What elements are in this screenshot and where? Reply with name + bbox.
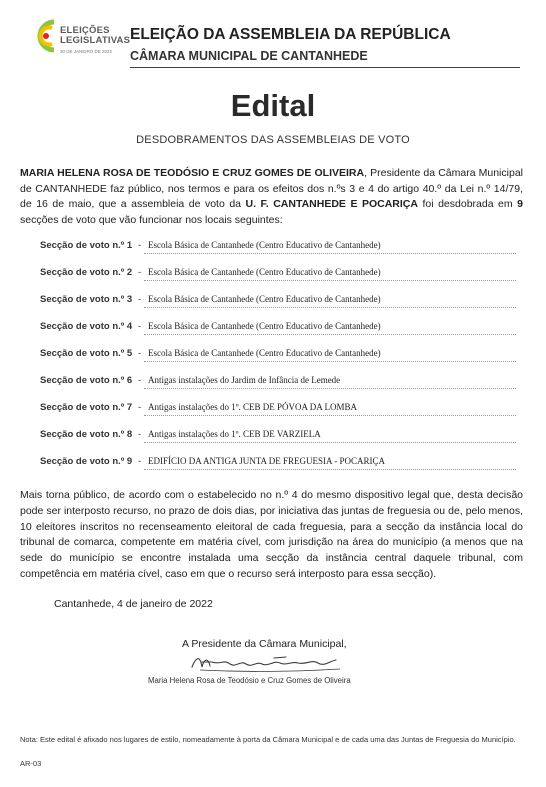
section-row-6	[40, 369, 520, 396]
section-row-4	[40, 315, 520, 342]
section-separator: -	[138, 240, 142, 251]
dotted-rule	[144, 361, 516, 362]
dotted-rule	[144, 334, 516, 335]
section-row-3	[40, 288, 520, 315]
voting-sections-list	[40, 234, 520, 477]
place-and-date: Cantanhede, 4 de janeiro de 2022	[54, 598, 213, 610]
section-separator: -	[138, 294, 142, 305]
intro-text-1: , Presidente da Câmara Municipal de CANTANHEDE faz público, nos termos e para os efeitos dos n.ºs 3 e 4 do artigo 40.º da Lei n.º 14/79, de 16 de maio, que a assembleia de voto da	[20, 167, 523, 211]
section-row-2	[40, 261, 520, 288]
signatory-name: Maria Helena Rosa de Teodósio e Cruz Gomes de Oliveira	[148, 676, 351, 685]
section-location: Escola Básica de Cantanhede (Centro Educativo de Cantanhede)	[148, 294, 381, 304]
logo-date: 30 DE JANEIRO DE 2022	[60, 49, 113, 54]
section-label: Secção de voto n.º 3	[40, 294, 133, 305]
section-label: Secção de voto n.º 8	[40, 429, 133, 440]
section-row-7	[40, 396, 520, 423]
section-separator: -	[138, 321, 142, 332]
dotted-rule	[144, 388, 516, 389]
section-label: Secção de voto n.º 7	[40, 402, 133, 413]
section-location: Antigas instalações do 1º. CEB DE VARZIELA	[148, 429, 321, 439]
elections-logo	[30, 16, 131, 64]
section-separator: -	[138, 429, 142, 440]
dotted-rule	[144, 307, 516, 308]
section-row-8	[40, 423, 520, 450]
section-location: EDIFÍCIO DA ANTIGA JUNTA DE FREGUESIA - POCARIÇA	[148, 456, 386, 466]
logo-text-line1: ELEIÇÕES	[60, 25, 110, 36]
section-location: Antigas instalações do 1º. CEB DE PÓVOA DA LOMBA	[148, 402, 358, 412]
section-label: Secção de voto n.º 5	[40, 348, 133, 359]
section-row-1	[40, 234, 520, 261]
header-title: ELEIÇÃO DA ASSEMBLEIA DA REPÚBLICA	[130, 26, 451, 43]
section-count: 9	[517, 198, 524, 211]
dotted-rule	[144, 253, 516, 254]
section-separator: -	[138, 456, 142, 467]
dotted-rule	[144, 280, 516, 281]
handwritten-signature	[190, 651, 350, 675]
section-label: Secção de voto n.º 9	[40, 456, 133, 467]
dotted-rule	[144, 442, 516, 443]
page-title: Edital	[230, 88, 316, 123]
section-label: Secção de voto n.º 2	[40, 267, 133, 278]
section-separator: -	[138, 348, 142, 359]
signatory-title: A Presidente da Câmara Municipal,	[182, 638, 347, 650]
header-divider	[130, 67, 520, 68]
intro-text-2: foi desdobrada em	[417, 198, 518, 211]
dotted-rule	[144, 415, 516, 416]
appeal-paragraph: Mais torna público, de acordo com o estabelecido no n.º 4 do mesmo dispositivo legal que, desta decisão pode ser interposto recurso, no prazo de dois dias, por iniciativa das juntas de freguesia ou de, pelo menos, 10 eleitores inscritos no recenseamento eleitoral de cada freguesia, para a secção da instância local do tribunal de comarca, competente em matéria cível, com jurisdição na área do município (a menos que na sede do município se encontre instalada uma secção da instância central daquele tribunal, com competência em matéria cível, caso em que o recurso será interposto para essa secção).	[20, 489, 523, 580]
section-label: Secção de voto n.º 1	[40, 240, 133, 251]
section-label: Secção de voto n.º 4	[40, 321, 133, 332]
section-location: Escola Básica de Cantanhede (Centro Educativo de Cantanhede)	[148, 348, 381, 358]
section-separator: -	[138, 402, 142, 413]
section-location: Antigas instalações do Jardim de Infância de Lemede	[148, 375, 341, 385]
section-label: Secção de voto n.º 6	[40, 375, 133, 386]
section-row-5	[40, 342, 520, 369]
intro-paragraph	[20, 166, 523, 228]
elections-logo-icon	[30, 18, 60, 54]
section-location: Escola Básica de Cantanhede (Centro Educativo de Cantanhede)	[148, 321, 381, 331]
page-subtitle: DESDOBRAMENTOS DAS ASSEMBLEIAS DE VOTO	[136, 134, 410, 146]
president-name: MARIA HELENA ROSA DE TEODÓSIO E CRUZ GOMES DE OLIVEIRA	[20, 167, 365, 179]
parish-name: U. F. CANTANHEDE E POCARIÇA	[245, 198, 418, 211]
section-location: Escola Básica de Cantanhede (Centro Educativo de Cantanhede)	[148, 240, 381, 250]
logo-text-line2: LEGISLATIVAS	[60, 35, 131, 46]
section-separator: -	[138, 267, 142, 278]
section-location: Escola Básica de Cantanhede (Centro Educativo de Cantanhede)	[148, 267, 381, 277]
document-code: AR-03	[20, 759, 42, 768]
dotted-rule	[144, 469, 516, 470]
section-separator: -	[138, 375, 142, 386]
footer-note: Nota: Este edital é afixado nos lugares de estilo, nomeadamente à porta da Câmara Municipal e de cada uma das Juntas de Freguesia do Município.	[20, 735, 516, 744]
section-row-9	[40, 450, 520, 477]
intro-text-3: secções de voto que vão funcionar nos locais seguintes:	[20, 213, 283, 226]
header-subtitle: CÂMARA MUNICIPAL DE CANTANHEDE	[130, 49, 368, 63]
